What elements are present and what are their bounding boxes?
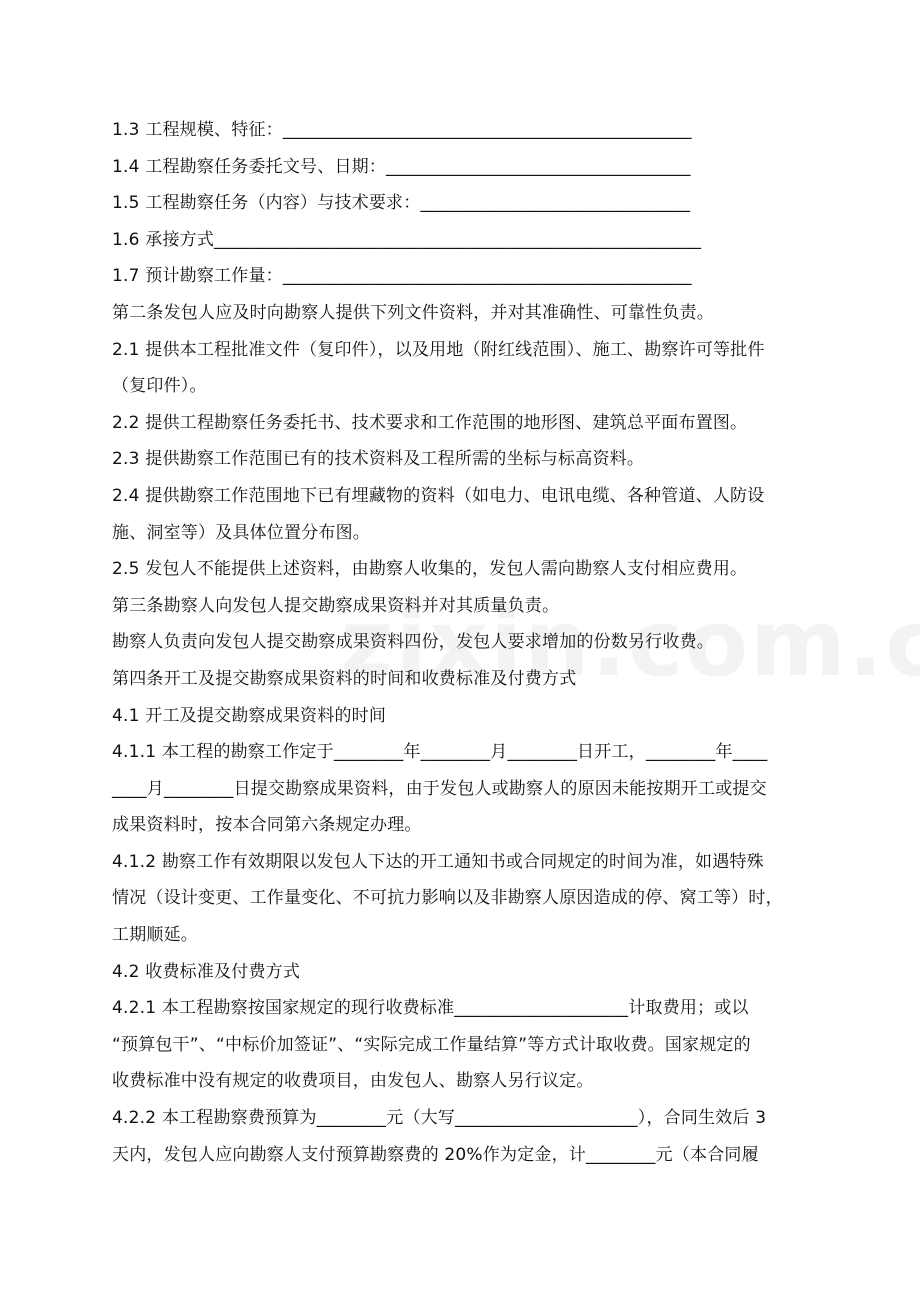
text-line: 2.5 发包人不能提供上述资料，由勘察人收集的，发包人需向勘察人支付相应费用。 (112, 559, 748, 580)
text-line: 1.3 工程规模、特征：_______________________________________________ (112, 120, 692, 140)
text-line: 工期顺延。 (112, 925, 198, 946)
text-line: 4.2.1 本工程勘察按国家规定的现行收费标准____________________计取费用；或以 (112, 998, 749, 1019)
text-line: ____月________日提交勘察成果资料，由于发包人或勘察人的原因未能按期开工或提交 (112, 778, 767, 799)
text-line: 1.6 承接方式________________________________________________________ (112, 229, 702, 250)
text-line: 第二条发包人应及时向勘察人提供下列文件资料，并对其准确性、可靠性负责。 (112, 302, 714, 323)
text-line: 1.5 工程勘察任务（内容）与技术要求：_______________________________ (112, 193, 691, 214)
text-line: 4.1.1 本工程的勘察工作定于________年________月________日开工，________年____ (112, 742, 768, 763)
text-line: 收费标准中没有规定的收费项目，由发包人、勘察人另行议定。 (112, 1071, 594, 1092)
text-line: 1.4 工程勘察任务委托文号、日期：___________________________________ (112, 156, 691, 177)
text-line: 4.1 开工及提交勘察成果资料的时间 (112, 705, 387, 726)
text-line: 施、洞室等）及具体位置分布图。 (112, 522, 370, 543)
text-line: 1.7 预计勘察工作量：_______________________________________________ (112, 266, 692, 287)
text-line: 4.2.2 本工程勘察费预算为________元（大写_____________________），合同生效后 3 (112, 1108, 767, 1129)
text-line: 第三条勘察人向发包人提交勘察成果资料并对其质量负责。 (112, 595, 560, 616)
text-line: 4.1.2 勘察工作有效期限以发包人下达的开工通知书或合同规定的时间为准，如遇特殊 (112, 851, 764, 872)
text-line: 天内，发包人应向勘察人支付预算勘察费的 20%作为定金，计________元（本合同履 (112, 1144, 759, 1165)
text-line: 情况（设计变更、工作量变化、不可抗力影响以及非勘察人原因造成的停、窝工等）时， (112, 888, 783, 909)
text-line: 2.4 提供勘察工作范围地下已有埋藏物的资料（如电力、电讯电缆、各种管道、人防设 (112, 485, 765, 506)
text-line: （复印件）。 (112, 376, 207, 397)
text-line: 第四条开工及提交勘察成果资料的时间和收费标准及付费方式 (112, 668, 577, 689)
text-line: 成果资料时，按本合同第六条规定办理。 (112, 815, 422, 836)
text-line: 2.3 提供勘察工作范围已有的技术资料及工程所需的坐标与标高资料。 (112, 449, 645, 470)
text-line: 2.1 提供本工程批准文件（复印件），以及用地（附红线范围）、施工、勘察许可等批件 (112, 339, 765, 360)
text-line: 4.2 收费标准及付费方式 (112, 961, 301, 982)
text-line: 2.2 提供工程勘察任务委托书、技术要求和工作范围的地形图、建筑总平面布置图。 (112, 412, 748, 433)
text-line: 勘察人负责向发包人提交勘察成果资料四份，发包人要求增加的份数另行收费。 (112, 632, 714, 653)
text-line: “预算包干”、“中标价加签证”、“实际完成工作量结算”等方式计取收费。国家规定的 (112, 1034, 751, 1055)
document-body (112, 112, 812, 1173)
